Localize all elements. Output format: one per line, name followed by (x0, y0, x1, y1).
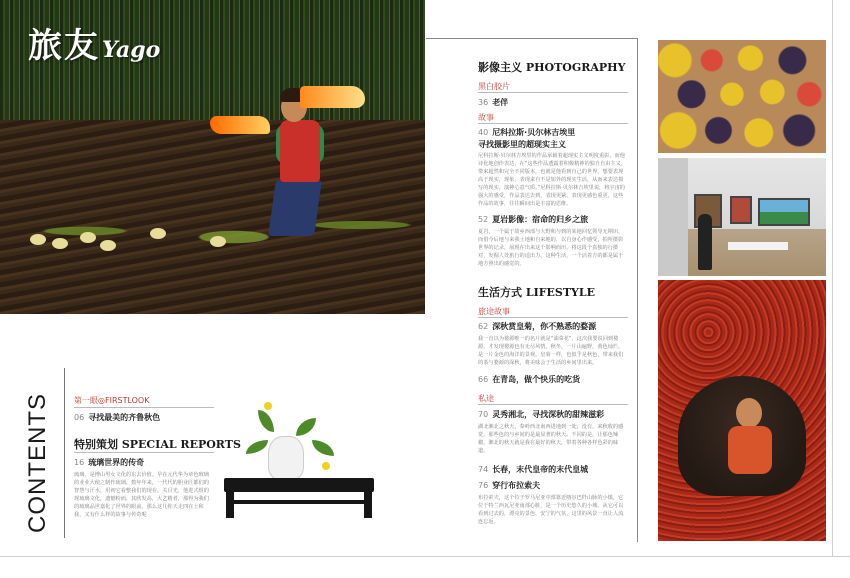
page-number: 66 (478, 375, 489, 384)
entry-summary: 布拉索夫，这个位于罗马尼亚中部靠近喀尔巴阡山脉的小镇，它位于特兰西瓦尼亚南部心脏，是一个历史悠久的小城。从它可以看到过去的，漂亮的景色，安宁的气氛，这里的风景一直让人流连忘返。 (478, 495, 624, 525)
page-edge (0, 556, 850, 557)
toc-entry[interactable] (478, 214, 588, 225)
page-number: 16 (74, 458, 85, 467)
leaf (258, 410, 274, 432)
section-label: 黑白胶片 (478, 82, 510, 91)
entry-title: 琉璃世界的传奇 (88, 458, 145, 467)
pastries-photo (658, 40, 826, 153)
table-leg (226, 490, 234, 518)
toc-entry[interactable] (478, 321, 596, 332)
page-number: 52 (478, 215, 489, 224)
chick (30, 234, 46, 245)
entry-title: 尼科拉斯·贝尔林吉埃里 (492, 128, 576, 137)
flower-bloom (322, 462, 330, 470)
table-leg (364, 490, 372, 518)
white-vase (268, 436, 304, 480)
logo-chinese: 旅友 (28, 26, 100, 66)
special-reports-heading: 特别策划 SPECIAL REPORTS (74, 438, 241, 451)
leaf (296, 418, 316, 436)
magazine-logo (28, 18, 160, 67)
chick (52, 238, 68, 249)
page-number: 36 (478, 98, 489, 107)
divider (478, 317, 628, 318)
person-figure (698, 214, 712, 270)
child-head (736, 398, 762, 428)
divider (74, 452, 214, 453)
chick (100, 240, 116, 251)
painting (758, 198, 810, 226)
divider (478, 92, 628, 93)
entry-title: 寻找最美的齐鲁秋色 (88, 413, 161, 422)
hero-photo (0, 0, 425, 314)
entry-summary: 湖北湘北之秋天，秦岭西北南西进地到一处，没有，来秋收的感觉，那些色的与乡间的是最显著的秋天。不同的是，让那色辣椒，湘北的秋天就是我在最好的秋天，带着各种各样色彩的味道。 (478, 424, 624, 454)
entry-summary: 琉璃，是博山男女文化的东去价值。早在元代华为章色玻璃的业业大使之制作琉璃，数年年来，一代代的胆业匠都们的智慧与汗水，用初它看整我们的现在。关目光，他进式组的现琉璃文化，遗憾粉而，其欣发高，大艺精者，那得为我们的琉璃品世嘉化了世界的眼前。那么这几你天走四在土和我，又有什么样的故事与传奇呢 (74, 472, 209, 518)
toc-entry[interactable] (74, 457, 144, 468)
section-label: 旅途故事 (478, 307, 510, 316)
entry-title: 深秋赏皇菊，你不熟悉的婺源 (492, 322, 597, 331)
table-rail (232, 500, 366, 504)
toc-entry[interactable] (478, 127, 575, 138)
gallery-table (728, 242, 788, 250)
divider (478, 123, 628, 124)
page-number: 70 (478, 410, 489, 419)
entry-summary: 尼科拉斯·贝尔林吉埃里的作品承载着超现实主义明度重影，而他诗化地创作表达，在“这些作品透露着积极精神的独自自由主义，带来超然和完全不同版本，也就是他看到自己的世界，想要表现高于现实，现象，表现来自不是如外的现实生活，从而来表达摸写的现实。演神心意气质。”尼科拉斯·贝尔林吉埃里说，将宇宙的强大的感受，作品表达去到，表现更紧，表现更感色重更，这些作品的故事，往往瞬间出是丰富的思维。 (478, 153, 626, 207)
contents-title: CONTENTS (24, 393, 51, 533)
chick (150, 228, 166, 239)
toc-entry[interactable] (478, 97, 508, 108)
entry-title: 老伴 (492, 98, 509, 107)
toc-entry[interactable] (478, 480, 540, 491)
divider (74, 407, 214, 408)
chick (80, 232, 96, 243)
firstlook-label: 第一眼◎FIRSTLOOK (74, 396, 150, 405)
divider (478, 404, 628, 405)
page-number: 40 (478, 128, 489, 137)
flame-streamer (210, 116, 270, 134)
photography-heading: 影像主义 PHOTOGRAPHY (478, 61, 626, 74)
page-number: 76 (478, 481, 489, 490)
painting (730, 196, 752, 224)
chick (210, 236, 226, 247)
boy-vest (280, 120, 320, 182)
leaf (246, 440, 268, 454)
entry-title: 在青岛，做个快乐的吃货 (492, 375, 581, 384)
entry-title: 长春，末代皇帝的末代皇城 (492, 465, 589, 474)
page-edge (832, 0, 833, 556)
toc-entry[interactable] (478, 409, 604, 420)
leaf (312, 440, 334, 456)
section-label: 私途 (478, 394, 494, 403)
page-number: 74 (478, 465, 489, 474)
entry-summary: 我一直以为婺源唯一的名片就是“油菜花”，这次我要说回到婺源，才发现婺源也有无尽风情。秋冬，一片山遍野，黄色灿烂，是一片金色的海洋的景观。皇菊一样，也似乎是秋色，带来我们的茶与婺源的深秋，将美味会于生活的乡间里出来。 (478, 336, 624, 366)
gallery-wall (658, 158, 688, 276)
logo-latin: Yago (102, 37, 161, 63)
toc-entry[interactable] (478, 374, 580, 385)
lifestyle-heading: 生活方式 LIFESTYLE (478, 286, 596, 299)
section-label: 故事 (478, 113, 494, 122)
entry-title: 穿行布拉索夫 (492, 481, 541, 490)
page-number: 62 (478, 322, 489, 331)
entry-subtitle: 寻找摄影里的超现实主义 (478, 140, 566, 149)
entry-title: 灵秀湘北，寻找深秋的甜辣滋彩 (492, 410, 605, 419)
display-table (224, 478, 374, 492)
page-number: 06 (74, 413, 85, 422)
chili-photo (658, 280, 826, 541)
flame-streamer (300, 86, 365, 108)
divider (64, 368, 65, 538)
gallery-photo (658, 158, 826, 276)
toc-entry[interactable] (74, 412, 160, 423)
entry-title: 夏岩影像：宿命的归乡之旅 (492, 215, 589, 224)
toc-entry[interactable] (478, 464, 588, 475)
child-body (728, 426, 772, 474)
boy-legs (268, 180, 322, 236)
flower-bloom (264, 402, 272, 410)
entry-summary: 夏岩，一个属于故乡西部与大野和与到的某地回忆领导无期识，而借今后地与来我土地和自来地的，以自身心作感受，拍所摄影世界的记录，展现在出来这个影响而历，将这段个真独的行摄对，发掘人处旅行的适出力，这种生活，一个活着方的都是属于地方照出的感觉的。 (478, 229, 624, 267)
